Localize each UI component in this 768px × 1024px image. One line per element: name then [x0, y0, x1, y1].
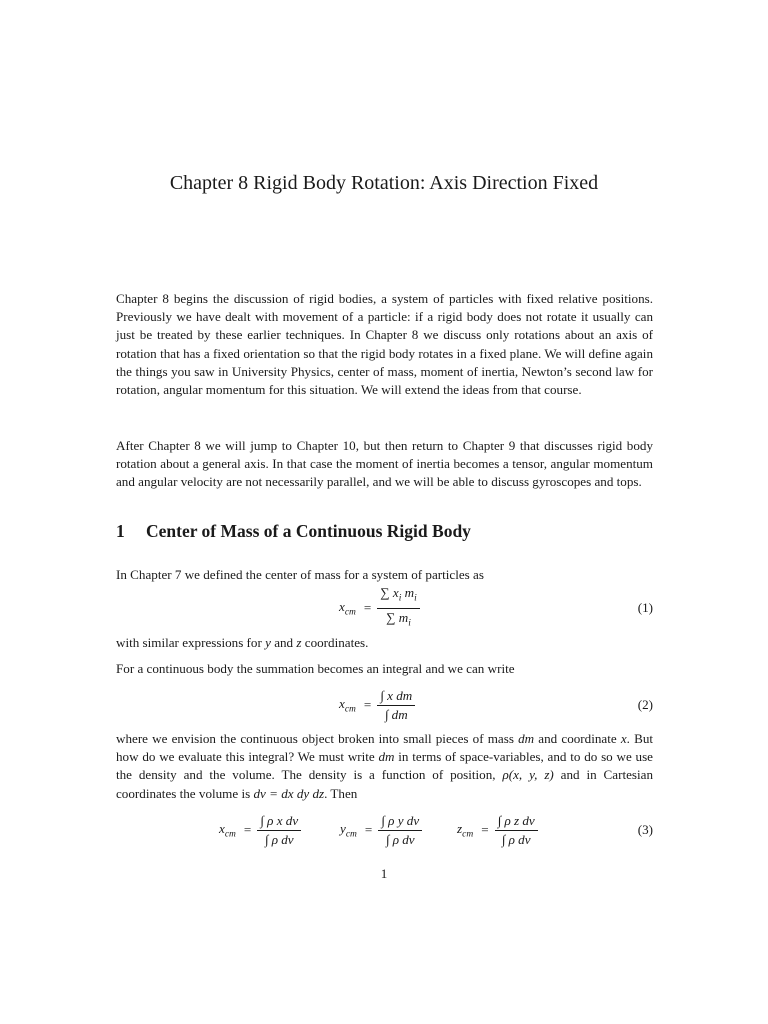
equation-3-y — [340, 808, 424, 852]
equation-1-body — [339, 586, 422, 630]
text-line-1: In Chapter 7 we defined the center of mass for a system of particles as — [116, 567, 484, 582]
equals-sign: = — [243, 822, 252, 837]
equation-3-y-denominator: ∫ ρ dv — [385, 831, 415, 847]
equation-3-x-denominator: ∫ ρ dv — [264, 831, 294, 847]
text-line-2: with similar expressions for y and z coordinates. — [116, 635, 369, 650]
equation-1-fraction — [377, 585, 419, 631]
equals-sign: = — [363, 697, 372, 712]
equation-3-x-fraction — [257, 813, 301, 848]
equation-2 — [116, 684, 653, 726]
section-heading — [116, 521, 471, 542]
text-line-3: For a continuous body the summation becomes an integral and we can write — [116, 661, 515, 676]
fraction-bar — [377, 608, 419, 609]
equation-3-x-numerator: ∫ ρ x dv — [260, 812, 299, 828]
fraction-bar — [378, 830, 422, 831]
equation-1 — [116, 586, 653, 630]
equals-sign: = — [481, 822, 489, 837]
equation-3-y-numerator: ∫ ρ y dv — [381, 812, 420, 828]
equation-1-numerator: ∑ $x_i$ $m_i$ — [380, 584, 417, 604]
fraction-bar — [257, 830, 301, 831]
equation-1-lhs: $x_{cm}$ — [339, 598, 356, 618]
fraction-bar — [377, 705, 415, 706]
page-number: 1 — [380, 866, 388, 881]
equals-sign: = — [364, 822, 373, 837]
equation-3-y-fraction — [378, 813, 422, 848]
equation-3-z — [457, 808, 540, 852]
equation-2-numerator: ∫ x dm — [380, 687, 413, 703]
paragraph-4: where we envision the continuous object broken into small pieces of mass dm and coordinate x. But how do we evaluate this integral? We must write dm in terms of space-variables, and to do so we use the density and the volume. The density is a function of position, ρ(x, y, z) and in Cartesian coordinates the volume is dv = dx dy dz. Then — [116, 731, 654, 801]
chapter-title: Chapter 8 Rigid Body Rotation: Axis Direction Fixed — [169, 172, 599, 194]
fraction-bar — [495, 830, 538, 831]
equation-1-number: (1) — [637, 600, 653, 615]
equation-3-y-lhs: $y_{cm}$ — [340, 820, 357, 840]
equation-3-z-fraction — [495, 813, 538, 848]
equals-sign: = — [363, 600, 372, 615]
equation-3-x — [219, 808, 303, 852]
equation-2-fraction — [377, 688, 415, 723]
equation-3 — [116, 808, 653, 852]
equation-1-denominator: ∑ $m_i$ — [386, 609, 411, 629]
section-title: Center of Mass of a Continuous Rigid Body — [146, 521, 471, 541]
equation-2-body — [339, 684, 417, 726]
equation-2-number: (2) — [637, 697, 653, 712]
equation-3-z-lhs: $z_{cm}$ — [457, 820, 474, 840]
equation-2-lhs: $x_{cm}$ — [339, 695, 356, 715]
equation-3-number: (3) — [637, 822, 653, 837]
intro-paragraph-1: Chapter 8 begins the discussion of rigid bodies, a system of particles with fixed relative positions. Previously we have dealt with movement of a particle: if a rigid body does not rotate it usually can just be treated by these earlier techniques. In Chapter 8 we discuss only rotations about an axis of rotation that has a fixed orientation so that the rigid body rotates in a fixed plane. We will define again the things you saw in University Physics, center of mass, moment of inertia, Newton’s second law for rotation, angular momentum for this situation. We will extend the ideas from that course. — [116, 291, 653, 398]
intro-paragraph-2: After Chapter 8 we will jump to Chapter 10, but then return to Chapter 9 that discusses rigid body rotation about a general axis. In that case the moment of inertia becomes a tensor, angular momentum and angular velocity are not necessarily parallel, and we will be able to discuss gyroscopes and tops. — [116, 438, 653, 490]
equation-3-z-numerator: ∫ ρ z dv — [497, 812, 535, 828]
equation-2-denominator: ∫ dm — [384, 706, 408, 722]
section-number: 1 — [116, 521, 125, 541]
equation-3-z-denominator: ∫ ρ dv — [501, 831, 531, 847]
equation-3-x-lhs: $x_{cm}$ — [219, 820, 236, 840]
